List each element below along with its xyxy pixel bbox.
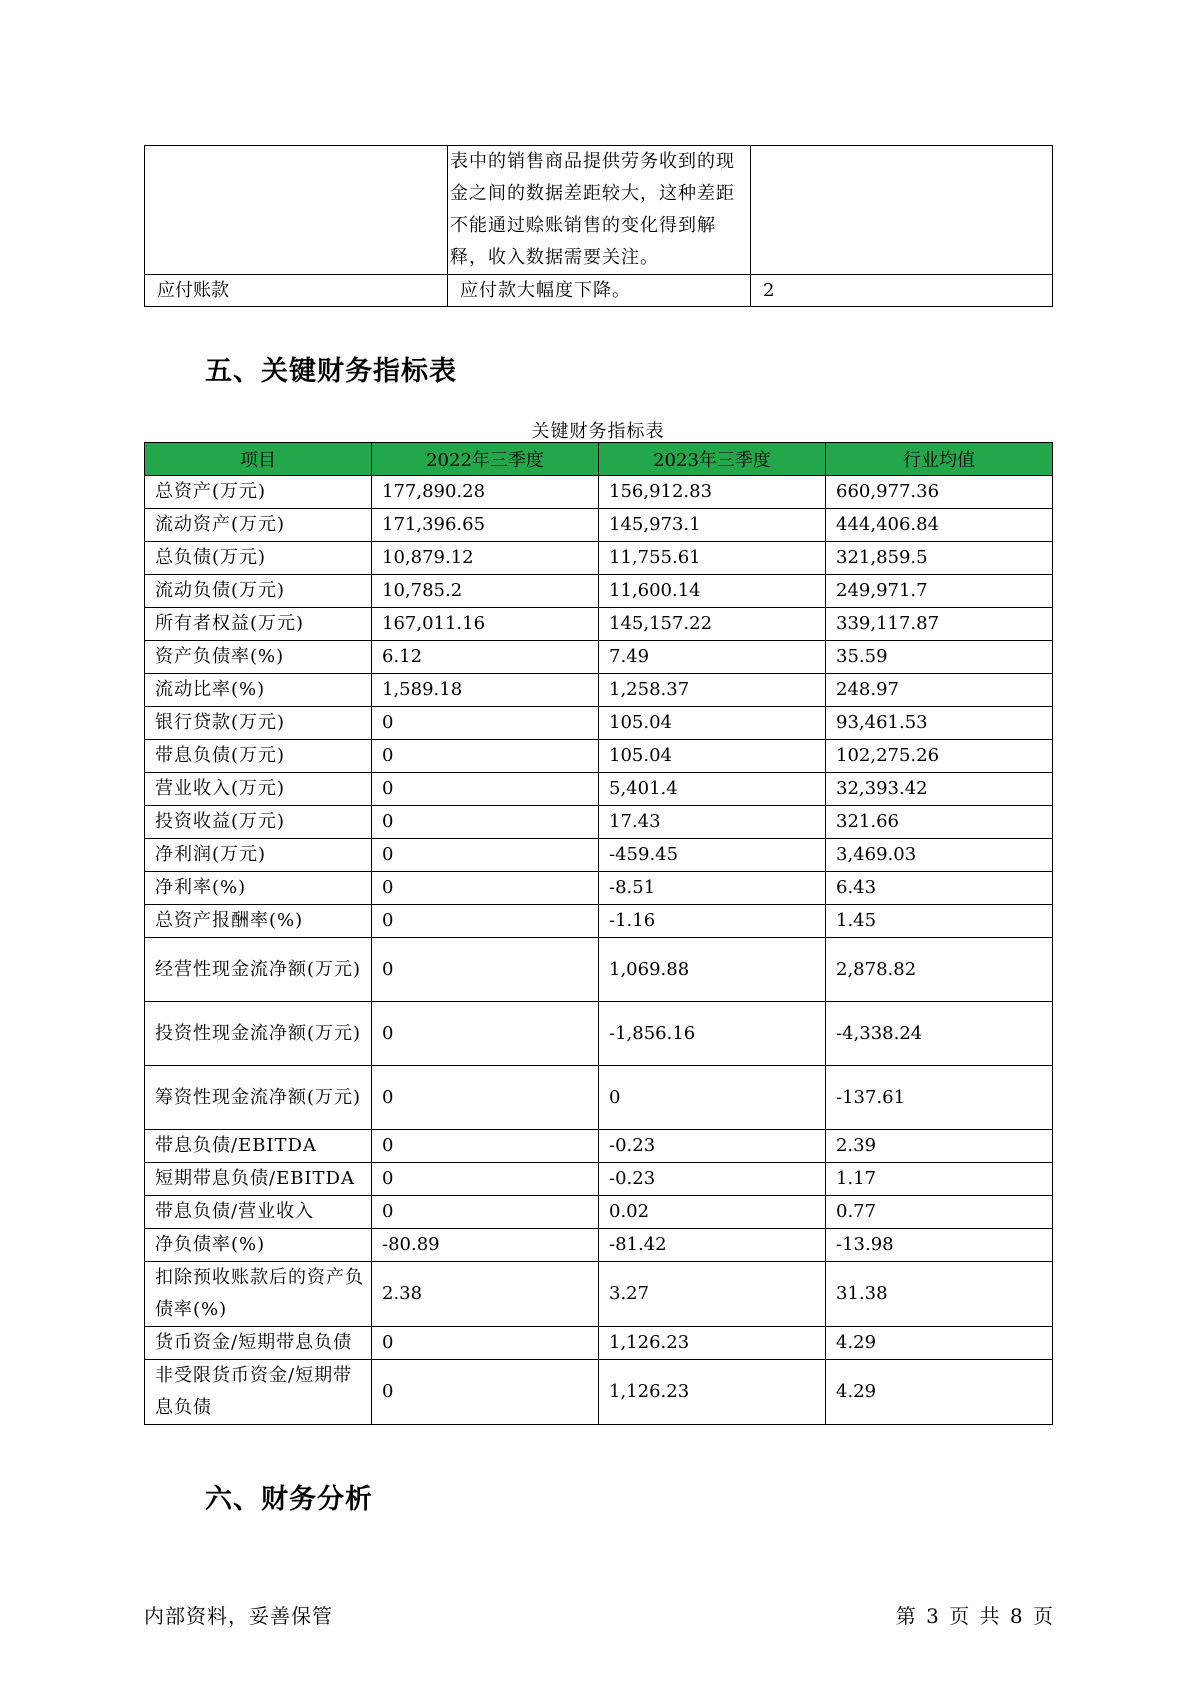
cell-industry-average: 3,469.03 (826, 839, 1053, 872)
table-row (145, 1196, 1053, 1229)
cell-item: 净负债率(%) (145, 1229, 372, 1262)
footer-confidential-note: 内部资料，妥善保管 (144, 1604, 333, 1628)
cell-2022q3: 167,011.16 (372, 608, 599, 641)
cell-industry-average: -13.98 (826, 1229, 1053, 1262)
cell-2023q3: 1,126.23 (599, 1360, 826, 1425)
cell-item: 筹资性现金流净额(万元) (145, 1066, 372, 1130)
cell-item: 银行贷款(万元) (145, 707, 372, 740)
table-row (145, 1360, 1053, 1425)
cell-2023q3: 11,600.14 (599, 575, 826, 608)
cell-2023q3: 7.49 (599, 641, 826, 674)
cell-item: 流动负债(万元) (145, 575, 372, 608)
cell-2023q3: -0.23 (599, 1163, 826, 1196)
cell-2022q3: 0 (372, 1360, 599, 1425)
cell-2022q3: 10,879.12 (372, 542, 599, 575)
cell-industry-average: 2,878.82 (826, 938, 1053, 1002)
table-row (145, 773, 1053, 806)
table-row (145, 938, 1053, 1002)
cell-2023q3: 0 (599, 1066, 826, 1130)
cell-industry-average: 4.29 (826, 1360, 1053, 1425)
table-row (145, 1262, 1053, 1327)
table-row (145, 806, 1053, 839)
cell-2022q3: 6.12 (372, 641, 599, 674)
cell-industry-average: 0.77 (826, 1196, 1053, 1229)
cell-item: 带息负债/EBITDA (145, 1130, 372, 1163)
cell-2023q3: 105.04 (599, 707, 826, 740)
cell-2022q3: 0 (372, 905, 599, 938)
cell-item: 投资收益(万元) (145, 806, 372, 839)
cell-item: 总资产报酬率(%) (145, 905, 372, 938)
cell-2023q3: 145,973.1 (599, 509, 826, 542)
cell-item: 流动比率(%) (145, 674, 372, 707)
cell-item: 短期带息负债/EBITDA (145, 1163, 372, 1196)
cell-2023q3: 1,126.23 (599, 1327, 826, 1360)
cell-2022q3: 1,589.18 (372, 674, 599, 707)
table-header-row (145, 443, 1053, 476)
cell-item: 投资性现金流净额(万元) (145, 1002, 372, 1066)
cell-2022q3: -80.89 (372, 1229, 599, 1262)
cell-item: 货币资金/短期带息负债 (145, 1327, 372, 1360)
risk-item: 应付账款 (145, 275, 448, 307)
cell-item: 所有者权益(万元) (145, 608, 372, 641)
cell-2022q3: 0 (372, 740, 599, 773)
cell-industry-average: 4.29 (826, 1327, 1053, 1360)
cell-item: 流动资产(万元) (145, 509, 372, 542)
cell-2023q3: -459.45 (599, 839, 826, 872)
cell-2022q3: 0 (372, 872, 599, 905)
cell-industry-average: 102,275.26 (826, 740, 1053, 773)
cell-item: 总资产(万元) (145, 476, 372, 509)
risk-description: 应付款大幅度下降。 (448, 275, 751, 307)
table-row (145, 905, 1053, 938)
cell-item: 带息负债(万元) (145, 740, 372, 773)
cell-industry-average: -137.61 (826, 1066, 1053, 1130)
cell-item: 净利率(%) (145, 872, 372, 905)
cell-item: 净利润(万元) (145, 839, 372, 872)
cell-2022q3: 2.38 (372, 1262, 599, 1327)
cell-industry-average: 32,393.42 (826, 773, 1053, 806)
table-row (145, 707, 1053, 740)
table-row (145, 740, 1053, 773)
cell-2023q3: -81.42 (599, 1229, 826, 1262)
cell-industry-average: 321.66 (826, 806, 1053, 839)
cell-2022q3: 0 (372, 1196, 599, 1229)
cell-item: 非受限货币资金/短期带息负债 (145, 1360, 372, 1425)
cell-2022q3: 0 (372, 806, 599, 839)
footer-page-number: 第 3 页 共 8 页 (895, 1604, 1053, 1628)
cell-industry-average: 93,461.53 (826, 707, 1053, 740)
cell-2022q3: 171,396.65 (372, 509, 599, 542)
cell-2023q3: -0.23 (599, 1130, 826, 1163)
table-caption: 关键财务指标表 (531, 421, 665, 442)
cell-item: 扣除预收账款后的资产负债率(%) (145, 1262, 372, 1327)
risk-row (145, 146, 1053, 275)
cell-2023q3: 17.43 (599, 806, 826, 839)
table-row (145, 1163, 1053, 1196)
table-row (145, 1002, 1053, 1066)
cell-item: 带息负债/营业收入 (145, 1196, 372, 1229)
section-heading-key-indicators: 五、关键财务指标表 (205, 356, 457, 387)
cell-industry-average: 35.59 (826, 641, 1053, 674)
cell-industry-average: 444,406.84 (826, 509, 1053, 542)
cell-item: 资产负债率(%) (145, 641, 372, 674)
cell-item: 总负债(万元) (145, 542, 372, 575)
table-row (145, 542, 1053, 575)
cell-2022q3: 177,890.28 (372, 476, 599, 509)
cell-2023q3: -1.16 (599, 905, 826, 938)
cell-2022q3: 0 (372, 1002, 599, 1066)
table-row (145, 575, 1053, 608)
section-heading-financial-analysis: 六、财务分析 (205, 1484, 373, 1515)
cell-industry-average: 1.45 (826, 905, 1053, 938)
cell-2023q3: 0.02 (599, 1196, 826, 1229)
risk-score: 2 (751, 275, 1053, 307)
cell-2023q3: 3.27 (599, 1262, 826, 1327)
key-financial-indicators-table (144, 442, 1053, 1425)
cell-industry-average: -4,338.24 (826, 1002, 1053, 1066)
cell-2023q3: 156,912.83 (599, 476, 826, 509)
cell-2022q3: 0 (372, 1130, 599, 1163)
cell-2023q3: -1,856.16 (599, 1002, 826, 1066)
cell-2023q3: 105.04 (599, 740, 826, 773)
risk-score (751, 146, 1053, 275)
cell-industry-average: 660,977.36 (826, 476, 1053, 509)
table-row (145, 641, 1053, 674)
cell-2022q3: 0 (372, 1066, 599, 1130)
cell-industry-average: 1.17 (826, 1163, 1053, 1196)
cell-industry-average: 31.38 (826, 1262, 1053, 1327)
cell-2023q3: 11,755.61 (599, 542, 826, 575)
table-row (145, 839, 1053, 872)
cell-2023q3: 1,258.37 (599, 674, 826, 707)
column-header-2022q3: 2022年三季度 (372, 443, 599, 476)
table-row (145, 509, 1053, 542)
cell-industry-average: 249,971.7 (826, 575, 1053, 608)
table-row (145, 608, 1053, 641)
risk-row (145, 275, 1053, 307)
table-row (145, 476, 1053, 509)
cell-industry-average: 2.39 (826, 1130, 1053, 1163)
cell-industry-average: 248.97 (826, 674, 1053, 707)
cell-item: 营业收入(万元) (145, 773, 372, 806)
risk-table (144, 145, 1053, 307)
table-row (145, 872, 1053, 905)
table-row (145, 1327, 1053, 1360)
cell-industry-average: 6.43 (826, 872, 1053, 905)
cell-2022q3: 0 (372, 707, 599, 740)
table-row (145, 1066, 1053, 1130)
cell-2023q3: 1,069.88 (599, 938, 826, 1002)
cell-2022q3: 0 (372, 938, 599, 1002)
cell-2022q3: 0 (372, 1327, 599, 1360)
column-header-item: 项目 (145, 443, 372, 476)
cell-2023q3: -8.51 (599, 872, 826, 905)
risk-item (145, 146, 448, 275)
risk-description: 表中的销售商品提供劳务收到的现金之间的数据差距较大，这种差距不能通过赊账销售的变化得到解释，收入数据需要关注。 (448, 146, 751, 275)
cell-2023q3: 145,157.22 (599, 608, 826, 641)
column-header-industry-average: 行业均值 (826, 443, 1053, 476)
table-row (145, 1130, 1053, 1163)
cell-item: 经营性现金流净额(万元) (145, 938, 372, 1002)
cell-2022q3: 0 (372, 839, 599, 872)
cell-industry-average: 339,117.87 (826, 608, 1053, 641)
table-row (145, 1229, 1053, 1262)
cell-2023q3: 5,401.4 (599, 773, 826, 806)
cell-2022q3: 0 (372, 773, 599, 806)
cell-industry-average: 321,859.5 (826, 542, 1053, 575)
cell-2022q3: 10,785.2 (372, 575, 599, 608)
cell-2022q3: 0 (372, 1163, 599, 1196)
table-row (145, 674, 1053, 707)
column-header-2023q3: 2023年三季度 (599, 443, 826, 476)
